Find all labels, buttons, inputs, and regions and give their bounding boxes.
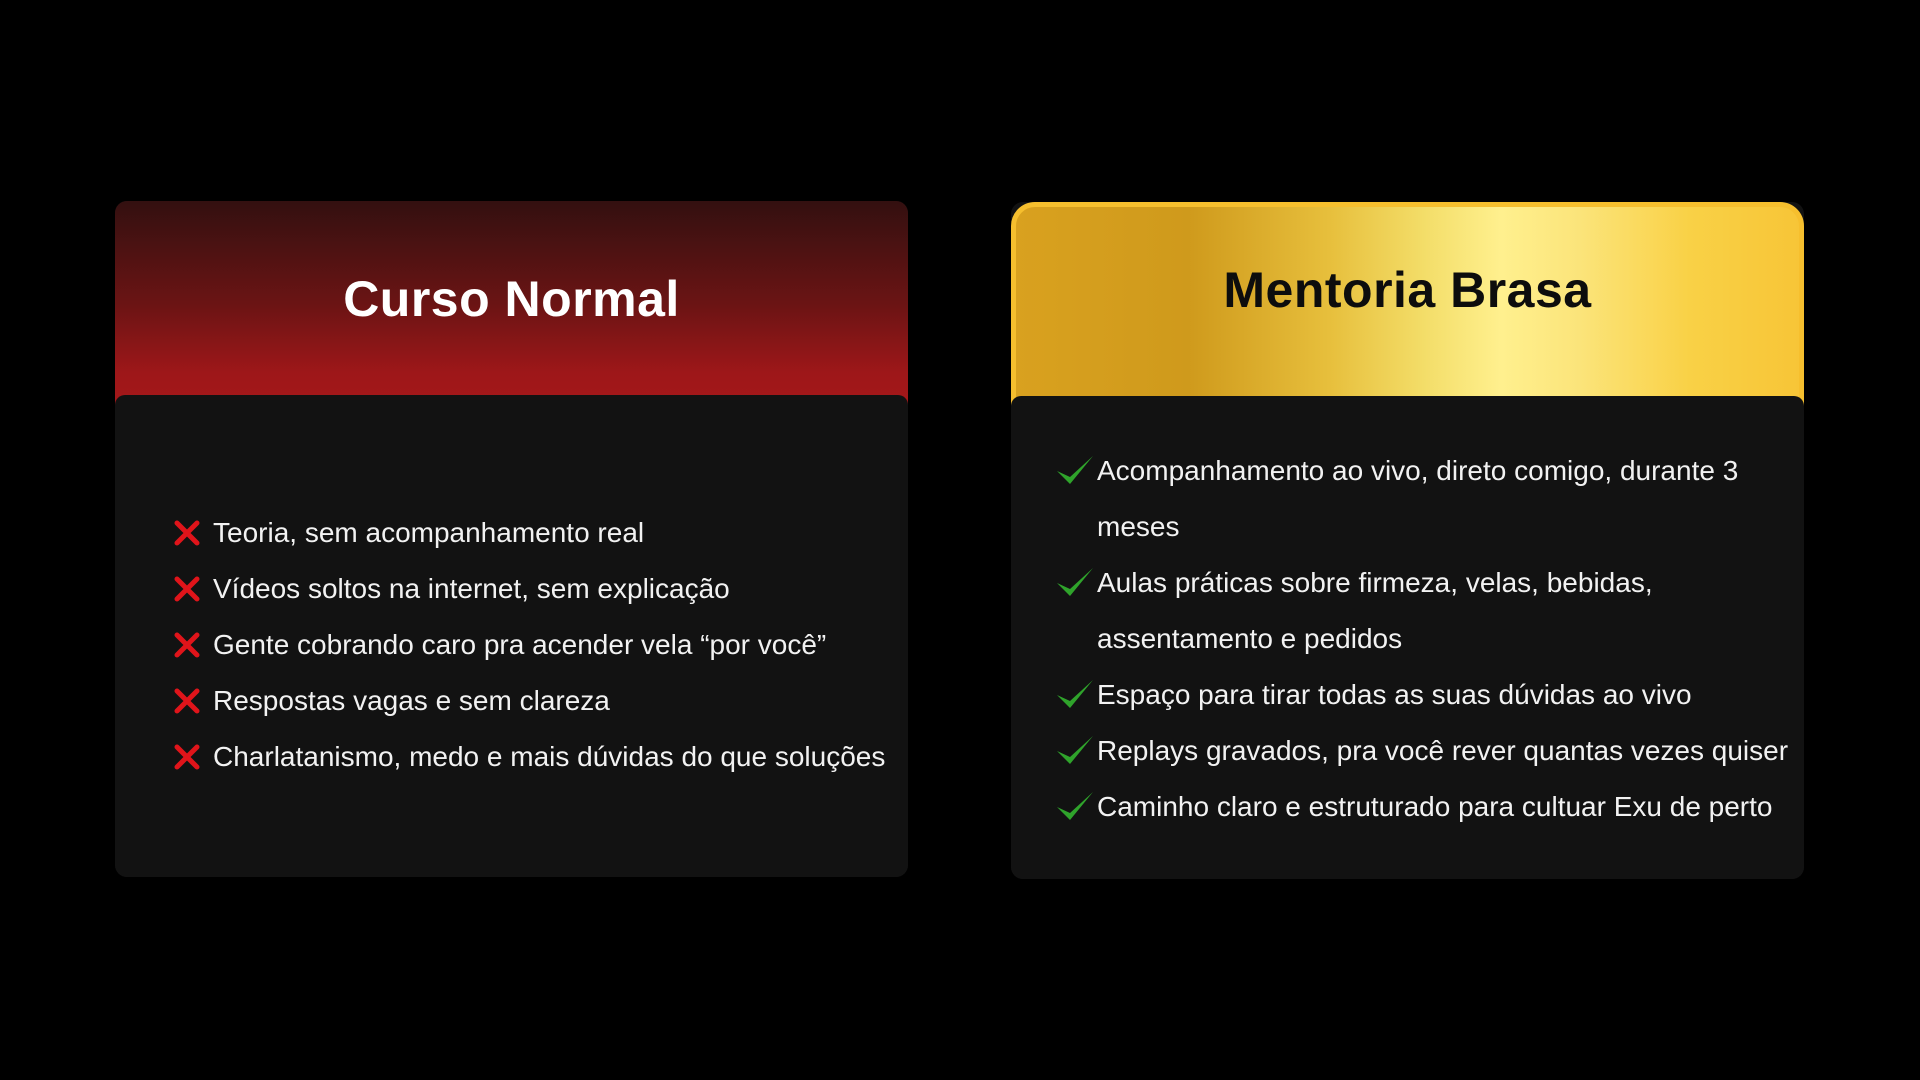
mentoria-brasa-item-text: Aulas práticas sobre firmeza, velas, bebidas, assentamento e pedidos: [1097, 567, 1653, 654]
x-mark-icon: [165, 561, 209, 617]
curso-normal-item: [165, 505, 885, 561]
mentoria-brasa-item: [1053, 723, 1793, 779]
curso-normal-list: [165, 505, 885, 785]
curso-normal-item: [165, 673, 885, 729]
x-mark-icon: [165, 729, 209, 785]
x-mark-icon: [165, 673, 209, 729]
mentoria-brasa-header: [1011, 202, 1804, 422]
mentoria-brasa-item: [1053, 443, 1793, 555]
mentoria-brasa-item: [1053, 779, 1793, 835]
x-mark-icon: [165, 505, 209, 561]
mentoria-brasa-card: [1011, 202, 1804, 879]
mentoria-brasa-item-text: Caminho claro e estruturado para cultuar Exu de perto: [1097, 791, 1773, 822]
mentoria-brasa-title: Mentoria Brasa: [1223, 262, 1592, 318]
mentoria-brasa-item-text: Replays gravados, pra você rever quantas vezes quiser: [1097, 735, 1789, 766]
curso-normal-item: [165, 561, 885, 617]
check-mark-icon: [1053, 555, 1097, 611]
check-mark-icon: [1053, 723, 1097, 779]
curso-normal-body: [115, 395, 908, 877]
curso-normal-item-text: Teoria, sem acompanhamento real: [213, 517, 645, 548]
mentoria-brasa-item-text: Acompanhamento ao vivo, direto comigo, durante 3 meses: [1097, 455, 1739, 542]
curso-normal-item: [165, 617, 885, 673]
curso-normal-item: [165, 729, 885, 785]
check-mark-icon: [1053, 443, 1097, 499]
x-mark-icon: [165, 617, 209, 673]
mentoria-brasa-body: [1011, 396, 1804, 879]
mentoria-brasa-item: [1053, 667, 1793, 723]
curso-normal-item-text: Charlatanismo, medo e mais dúvidas do que soluções: [213, 741, 886, 772]
mentoria-brasa-list: [1053, 443, 1793, 835]
mentoria-brasa-item: [1053, 555, 1793, 667]
curso-normal-item-text: Gente cobrando caro pra acender vela “por você”: [213, 629, 827, 660]
curso-normal-title: Curso Normal: [343, 271, 680, 327]
curso-normal-card: [115, 201, 908, 877]
curso-normal-item-text: Respostas vagas e sem clareza: [213, 685, 610, 716]
check-mark-icon: [1053, 667, 1097, 723]
check-mark-icon: [1053, 779, 1097, 835]
mentoria-brasa-item-text: Espaço para tirar todas as suas dúvidas ao vivo: [1097, 679, 1692, 710]
curso-normal-item-text: Vídeos soltos na internet, sem explicação: [213, 573, 730, 604]
